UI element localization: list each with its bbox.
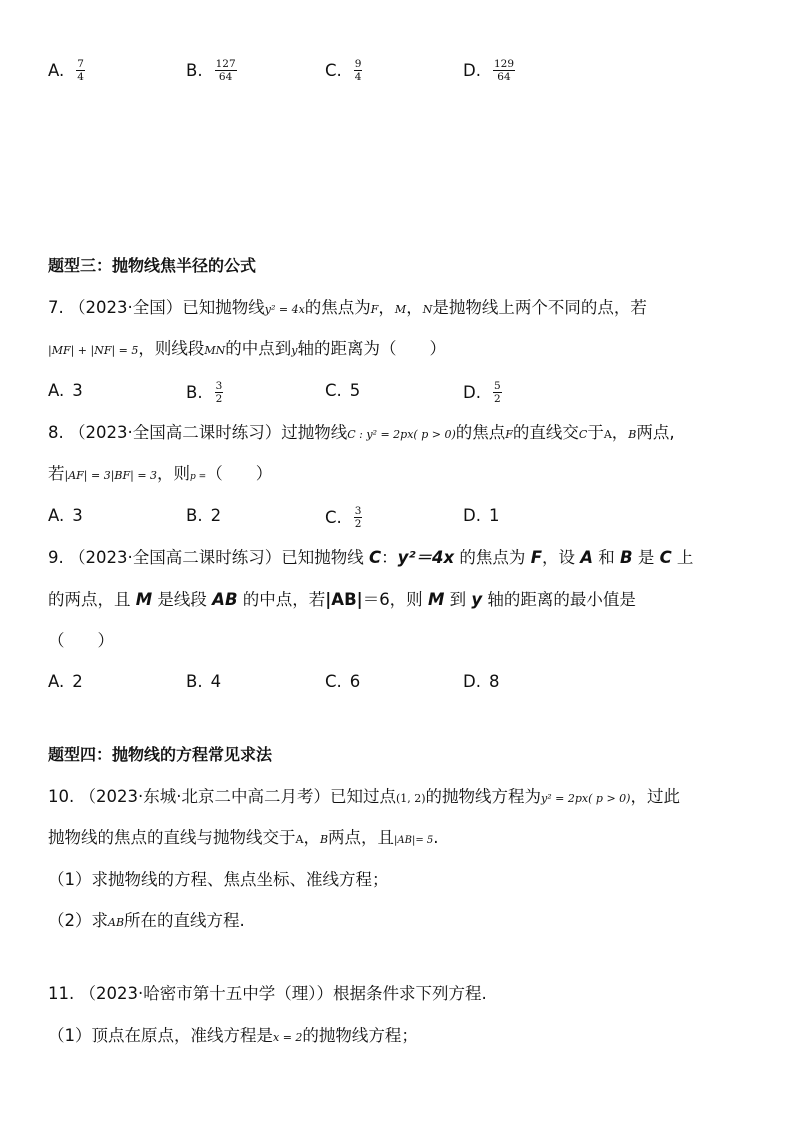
math-cond: |AB|= 5 xyxy=(394,835,434,846)
q9-option-d: D. 8 xyxy=(463,672,500,691)
option-c xyxy=(325,58,362,83)
math-eq: y² = 4x xyxy=(264,303,305,316)
section-heading: 题型四：抛物线的方程常见求法 xyxy=(48,745,273,764)
question-10-line-1: 10. （2023·东城·北京二中高二月考）已知过点(1, 2)的抛物线方程为y² = 2px( p > 0)，过此 xyxy=(48,787,680,806)
q9-option-b: B. 4 xyxy=(186,672,222,691)
option-label: A. xyxy=(48,60,65,80)
option-a xyxy=(48,58,85,83)
question-8-line-1: 8. （2023·全国高二课时练习）过抛物线C : y² = 2px( p > 0)的焦点F的直线交C于A，B两点, xyxy=(48,423,675,442)
q9-option-a: A. 2 xyxy=(48,672,83,691)
option-label: D. xyxy=(463,60,481,80)
fraction: $\frac{5}{2}$ xyxy=(493,380,501,405)
q8-option-c: C. $\frac{3}{2}$ xyxy=(325,505,362,530)
q7-option-c: C. 5 xyxy=(325,381,361,400)
question-11-sub-1: （1）顶点在原点，准线方程是x = 2的抛物线方程； xyxy=(48,1026,418,1045)
fraction: $\frac{3}{2}$ xyxy=(354,505,362,530)
q7-option-a: A. 3 xyxy=(48,381,83,400)
q8-option-b: B. 2 xyxy=(186,506,222,525)
question-7-line-1: 7. （2023·全国）已知抛物线y² = 4x的焦点为F，M，N是抛物线上两个不同的点，若 xyxy=(48,298,647,317)
q8-option-a: A. 3 xyxy=(48,506,83,525)
question-9-line-1: 9. （2023·全国高二课时练习）已知抛物线 C：y²＝4x 的焦点为 F，设 A 和 B 是 C 上 xyxy=(48,548,694,567)
question-9-line-2: 的两点，且 M 是线段 AB 的中点，若|AB|＝6，则 M 到 y 轴的距离的最小值是 xyxy=(48,590,636,609)
q9-option-c: C. 6 xyxy=(325,672,361,691)
math-eq: x = 2 xyxy=(273,1031,303,1044)
math-cond: |AF| = 3|BF| = 3 xyxy=(64,469,158,482)
question-10-sub-2: （2）求AB所在的直线方程. xyxy=(48,911,245,930)
q7-option-d: D. $\frac{5}{2}$ xyxy=(463,380,501,405)
q8-option-d: D. 1 xyxy=(463,506,500,525)
question-9-line-3: （ ） xyxy=(48,631,114,650)
q7-option-b: B. $\frac{3}{2}$ xyxy=(186,380,223,405)
fraction: $\frac{129}{64}$ xyxy=(493,58,514,83)
math-eq: y²＝4x xyxy=(397,548,455,567)
fraction: $\frac{3}{2}$ xyxy=(215,380,223,405)
math-eq: y² = 2px( p > 0) xyxy=(541,792,631,805)
math-cond: |MF| + |NF| = 5 xyxy=(48,344,139,357)
question-11-line-1: 11. （2023·哈密市第十五中学（理））根据条件求下列方程. xyxy=(48,984,487,1003)
fraction: $\frac{7}{4}$ xyxy=(77,58,84,83)
option-label: B. xyxy=(186,60,203,80)
option-d xyxy=(463,58,515,83)
option-b xyxy=(186,58,237,83)
option-label: C. xyxy=(325,60,342,80)
fraction: $\frac{9}{4}$ xyxy=(354,58,362,83)
question-7-line-2: |MF| + |NF| = 5，则线段MN的中点到y轴的距离为（ ） xyxy=(48,339,447,358)
fraction: $\frac{127}{64}$ xyxy=(215,58,236,83)
math-eq: C : y² = 2px( p > 0) xyxy=(347,428,456,441)
question-10-sub-1: （1）求抛物线的方程、焦点坐标、准线方程； xyxy=(48,870,389,889)
section-heading: 题型三：抛物线焦半径的公式 xyxy=(48,256,257,275)
question-10-line-2: 抛物线的焦点的直线与抛物线交于A，B两点，且|AB|= 5. xyxy=(48,828,439,847)
question-8-line-2: 若|AF| = 3|BF| = 3，则p =（ ） xyxy=(48,464,273,483)
